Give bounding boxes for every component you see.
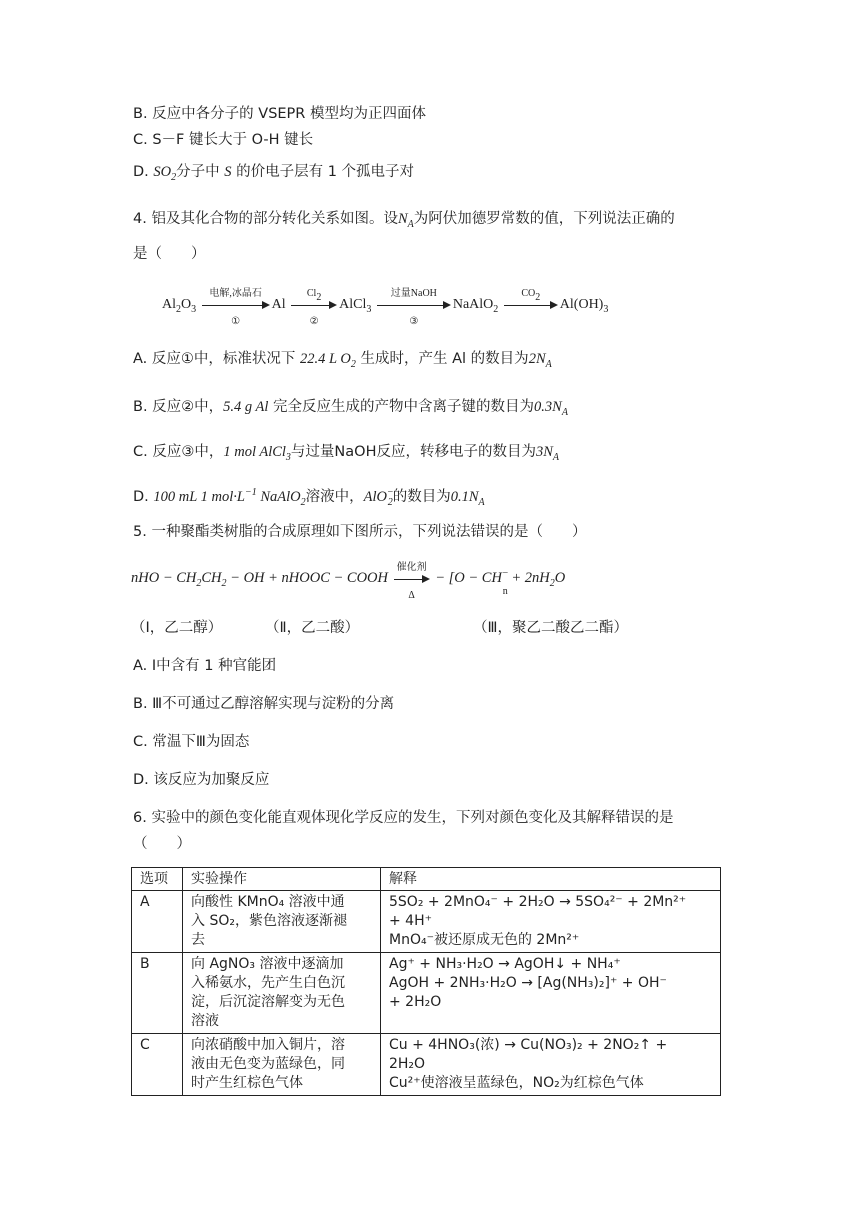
q3-option-b: B. 反应中各分子的 VSEPR 模型均为正四面体 [133,106,426,122]
q5-option-c: C. 常温下Ⅲ为固态 [133,734,250,750]
reaction-arrow-4: $CO_2$ [502,295,560,315]
reaction-arrow-2: $Cl_2$ ② [289,295,339,315]
q4-option-b: B. 反应②中，5.4 g Al 完全反应生成的产物中含离子键的数目为$0.3N_A$ [133,399,568,418]
table-header-row [132,868,721,891]
q3-option-d: D. $SO_2$分子中 S 的价电子层有 1 个孤电子对 [133,164,415,183]
q6-table [131,867,721,1096]
q5-option-a: A. Ⅰ中含有 1 种官能团 [133,658,277,674]
q5-option-d: D. 该反应为加聚反应 [133,772,270,788]
header-option: 选项 [132,868,183,891]
q4-option-c: C. 反应③中，1 mol AlCl$_3$与过量NaOH反应，转移电子的数目为$3N_A$ [133,444,560,463]
row-explanation: Cu + 4HNO₃(浓) → Cu(NO₃)₂ + 2NO₂↑ + 2H₂O Cu²⁺使溶液呈蓝绿色，NO₂为红棕色气体 [381,1034,721,1096]
header-explanation: 解释 [381,868,721,891]
reaction-arrow-1: 电解,冰晶石 ① [200,295,272,315]
q4-option-a: A. 反应①中，标准状况下 22.4 L $O_2$ 生成时，产生 Al 的数目为$2N_A$ [133,351,552,370]
table-row [132,953,721,1034]
q4-stem: 4. 铝及其化合物的部分转化关系如图。设$N_A$为阿伏加德罗常数的值，下列说法正确的 [133,211,675,230]
q5-label-i: （Ⅰ，乙二醇） [131,620,223,636]
reaction-arrow-3: 过量NaOH ③ [375,295,453,315]
q4-stem-cont: 是（ ） [133,246,206,262]
q4-option-d: D. 100 mL 1 $mol\cdot L^{-1}$ NaAlO$_2$溶液中，AlO−$_2$的数目为$0.1N_A$ [133,487,485,508]
q5-stem: 5. 一种聚酯类树脂的合成原理如下图所示，下列说法错误的是（ ） [133,524,587,540]
q3-option-c: C. S－F 键长大于 O-H 键长 [133,132,314,148]
row-operation: 向酸性 KMnO₄ 溶液中通 入 SO₂，紫色溶液逐渐褪 去 [183,891,381,953]
header-operation: 实验操作 [183,868,381,891]
q5-label-iii: （Ⅲ，聚乙二酸乙二酯） [473,620,628,636]
q6-stem-cont: （ ） [133,836,191,852]
row-option: B [132,953,183,1034]
q5-label-ii: （Ⅱ，乙二酸） [265,620,360,636]
row-operation: 向 AgNO₃ 溶液中逐滴加 入稀氨水，先产生白色沉 淀，后沉淀溶解变为无色 溶液 [183,953,381,1034]
table-row [132,1034,721,1096]
q5-option-b: B. Ⅲ不可通过乙醇溶解实现与淀粉的分离 [133,696,395,712]
row-option: A [132,891,183,953]
q5-equation: nHO − $CH_2CH_2$ − OH + nHOOC − COOH 催化剂 Δ − [$O - CH^-_n + 2nH_2O$ [131,561,566,601]
table-row [132,891,721,953]
q5-reaction-arrow: 催化剂 Δ [392,569,432,589]
q4-reaction-scheme: $Al_2O_3$ 电解,冰晶石 ① Al $Cl_2$ ② AlCl$_3$ 过量NaOH ③ NaAlO$_2$ $CO_2$ $Al(OH)_3$ [162,288,609,327]
row-option: C [132,1034,183,1096]
row-explanation: 5SO₂ + 2MnO₄⁻ + 2H₂O → 5SO₄²⁻ + 2Mn²⁺ + 4H⁺ MnO₄⁻被还原成无色的 2Mn²⁺ [381,891,721,953]
q6-stem: 6. 实验中的颜色变化能直观体现化学反应的发生，下列对颜色变化及其解释错误的是 [133,810,674,826]
row-explanation: Ag⁺ + NH₃·H₂O → AgOH↓ + NH₄⁺ AgOH + 2NH₃·H₂O → [Ag(NH₃)₂]⁺ + OH⁻ + 2H₂O [381,953,721,1034]
row-operation: 向浓硝酸中加入铜片，溶 液由无色变为蓝绿色，同 时产生红棕色气体 [183,1034,381,1096]
